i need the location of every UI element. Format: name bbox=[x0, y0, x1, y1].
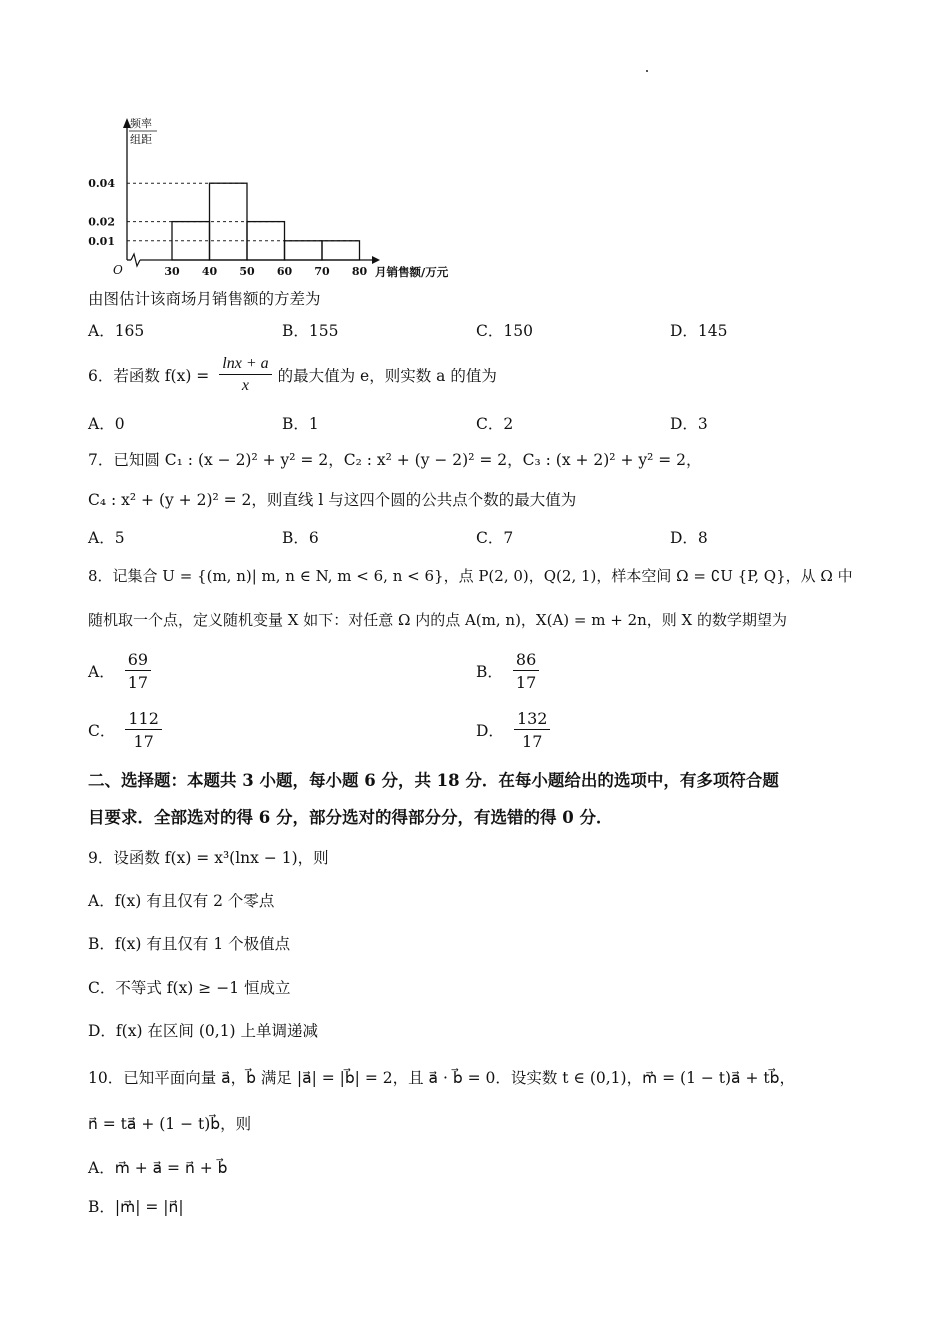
q7-option-c: C．7 bbox=[476, 529, 514, 547]
q9-stem: 9．设函数 f(x) = x³(lnx − 1)，则 bbox=[88, 849, 329, 867]
q8-option-c-fraction bbox=[125, 709, 162, 751]
q5-option-d: D．145 bbox=[670, 322, 728, 340]
y-tick-label: 0.04 bbox=[88, 177, 115, 191]
origin-label: O bbox=[113, 263, 123, 277]
x-tick-label: 60 bbox=[276, 265, 293, 278]
x-tick-label: 40 bbox=[201, 265, 218, 278]
q7-line-2: C₄ : x² + (y + 2)² = 2，则直线 l 与这四个圆的公共点个数的最大值为 bbox=[88, 491, 577, 509]
histogram-bar bbox=[285, 241, 323, 260]
q7-option-a: A．5 bbox=[88, 529, 125, 547]
q6-numerator: lnx + a bbox=[219, 355, 271, 375]
y-tick-label: 0.02 bbox=[88, 215, 115, 229]
q10-option-a: A．m⃗ + a⃗ = n⃗ + b⃗ bbox=[88, 1159, 228, 1177]
q8-option-a-den: 17 bbox=[127, 673, 149, 692]
frequency-histogram bbox=[85, 110, 485, 282]
x-tick-label: 70 bbox=[314, 265, 330, 278]
y-tick-label: 0.01 bbox=[88, 234, 115, 248]
q8-option-b-num: 86 bbox=[513, 650, 539, 671]
y-axis-label-top: 频率 bbox=[130, 117, 152, 130]
q7-option-d: D．8 bbox=[670, 529, 708, 547]
x-tick-label: 80 bbox=[351, 265, 368, 278]
q9-option-b: B．f(x) 有且仅有 1 个极值点 bbox=[88, 935, 291, 953]
q8-option-d-num: 132 bbox=[514, 709, 551, 730]
section-2-heading-line-1: 二、选择题：本题共 3 小题，每小题 6 分，共 18 分．在每小题给出的选项中，有多项符合题 bbox=[88, 771, 779, 790]
q5-option-a: A．165 bbox=[88, 322, 145, 340]
q8-option-a-label: A． bbox=[88, 663, 115, 681]
q8-line-1: 8．记集合 U = {(m, n)| m, n ∈ N, m < 6, n < 6}，点 P(2, 0)，Q(2, 1)，样本空间 Ω = ∁U {P, Q}，从 Ω 中 bbox=[88, 567, 853, 585]
q8-option-d bbox=[476, 709, 550, 751]
q6-fraction bbox=[219, 355, 271, 395]
q8-option-c-label: C． bbox=[88, 722, 116, 740]
q8-option-b-fraction bbox=[513, 650, 539, 692]
q5-question-tail: 由图估计该商场月销售额的方差为 bbox=[88, 290, 321, 308]
y-axis-label-bottom: 组距 bbox=[130, 133, 152, 146]
corner-mark bbox=[646, 70, 648, 72]
q7-option-b: B．6 bbox=[282, 529, 319, 547]
q5-option-b: B．155 bbox=[282, 322, 339, 340]
q6-option-b: B．1 bbox=[282, 415, 319, 433]
q8-option-d-label: D． bbox=[476, 722, 504, 740]
q10-option-b: B．|m⃗| = |n⃗| bbox=[88, 1198, 184, 1216]
histogram-bar bbox=[322, 241, 360, 260]
q6-suffix: 的最大值为 e，则实数 a 的值为 bbox=[277, 367, 497, 385]
q8-option-c bbox=[88, 709, 162, 751]
q8-option-a-fraction bbox=[125, 650, 151, 692]
q8-option-a bbox=[88, 650, 151, 692]
q10-line-2: n⃗ = ta⃗ + (1 − t)b⃗，则 bbox=[88, 1115, 252, 1133]
q9-option-c: C．不等式 f(x) ≥ −1 恒成立 bbox=[88, 979, 291, 997]
q6-prefix: 6．若函数 f(x) = bbox=[88, 367, 210, 385]
q5-option-c: C．150 bbox=[476, 322, 533, 340]
q8-option-d-den: 17 bbox=[522, 732, 543, 751]
q8-option-b-label: B． bbox=[476, 663, 503, 681]
x-tick-label: 50 bbox=[239, 265, 255, 278]
q8-option-b-den: 17 bbox=[515, 673, 537, 692]
x-tick-label: 30 bbox=[164, 265, 180, 278]
q9-option-a: A．f(x) 有且仅有 2 个零点 bbox=[88, 892, 275, 910]
q6-option-a: A．0 bbox=[88, 415, 125, 433]
q6-denominator: x bbox=[241, 377, 249, 394]
x-axis-arrow bbox=[372, 256, 380, 264]
q7-line-1: 7．已知圆 C₁ : (x − 2)² + y² = 2，C₂ : x² + (y − 2)² = 2，C₃ : (x + 2)² + y² = 2， bbox=[88, 451, 702, 469]
q8-line-2: 随机取一个点，定义随机变量 X 如下：对任意 Ω 内的点 A(m, n)，X(A) = m + 2n，则 X 的数学期望为 bbox=[88, 611, 787, 629]
axis-break bbox=[131, 254, 140, 266]
q10-line-1: 10．已知平面向量 a⃗，b⃗ 满足 |a⃗| = |b⃗| = 2，且 a⃗ · b⃗ = 0．设实数 t ∈ (0,1)，m⃗ = (1 − t)a⃗ + tb⃗， bbox=[88, 1069, 795, 1087]
q6-option-d: D．3 bbox=[670, 415, 708, 433]
q8-option-b bbox=[476, 650, 539, 692]
q8-option-d-fraction bbox=[514, 709, 551, 751]
q8-option-c-num: 112 bbox=[125, 709, 162, 730]
q8-option-a-num: 69 bbox=[125, 650, 151, 671]
q6-option-c: C．2 bbox=[476, 415, 514, 433]
section-2-heading-line-2: 目要求．全部选对的得 6 分，部分选对的得部分分，有选错的得 0 分． bbox=[88, 808, 613, 827]
q8-option-c-den: 17 bbox=[133, 732, 154, 751]
q6-question bbox=[88, 355, 497, 395]
q9-option-d: D．f(x) 在区间 (0,1) 上单调递减 bbox=[88, 1022, 319, 1040]
x-axis-label: 月销售额/万元 bbox=[375, 265, 449, 279]
